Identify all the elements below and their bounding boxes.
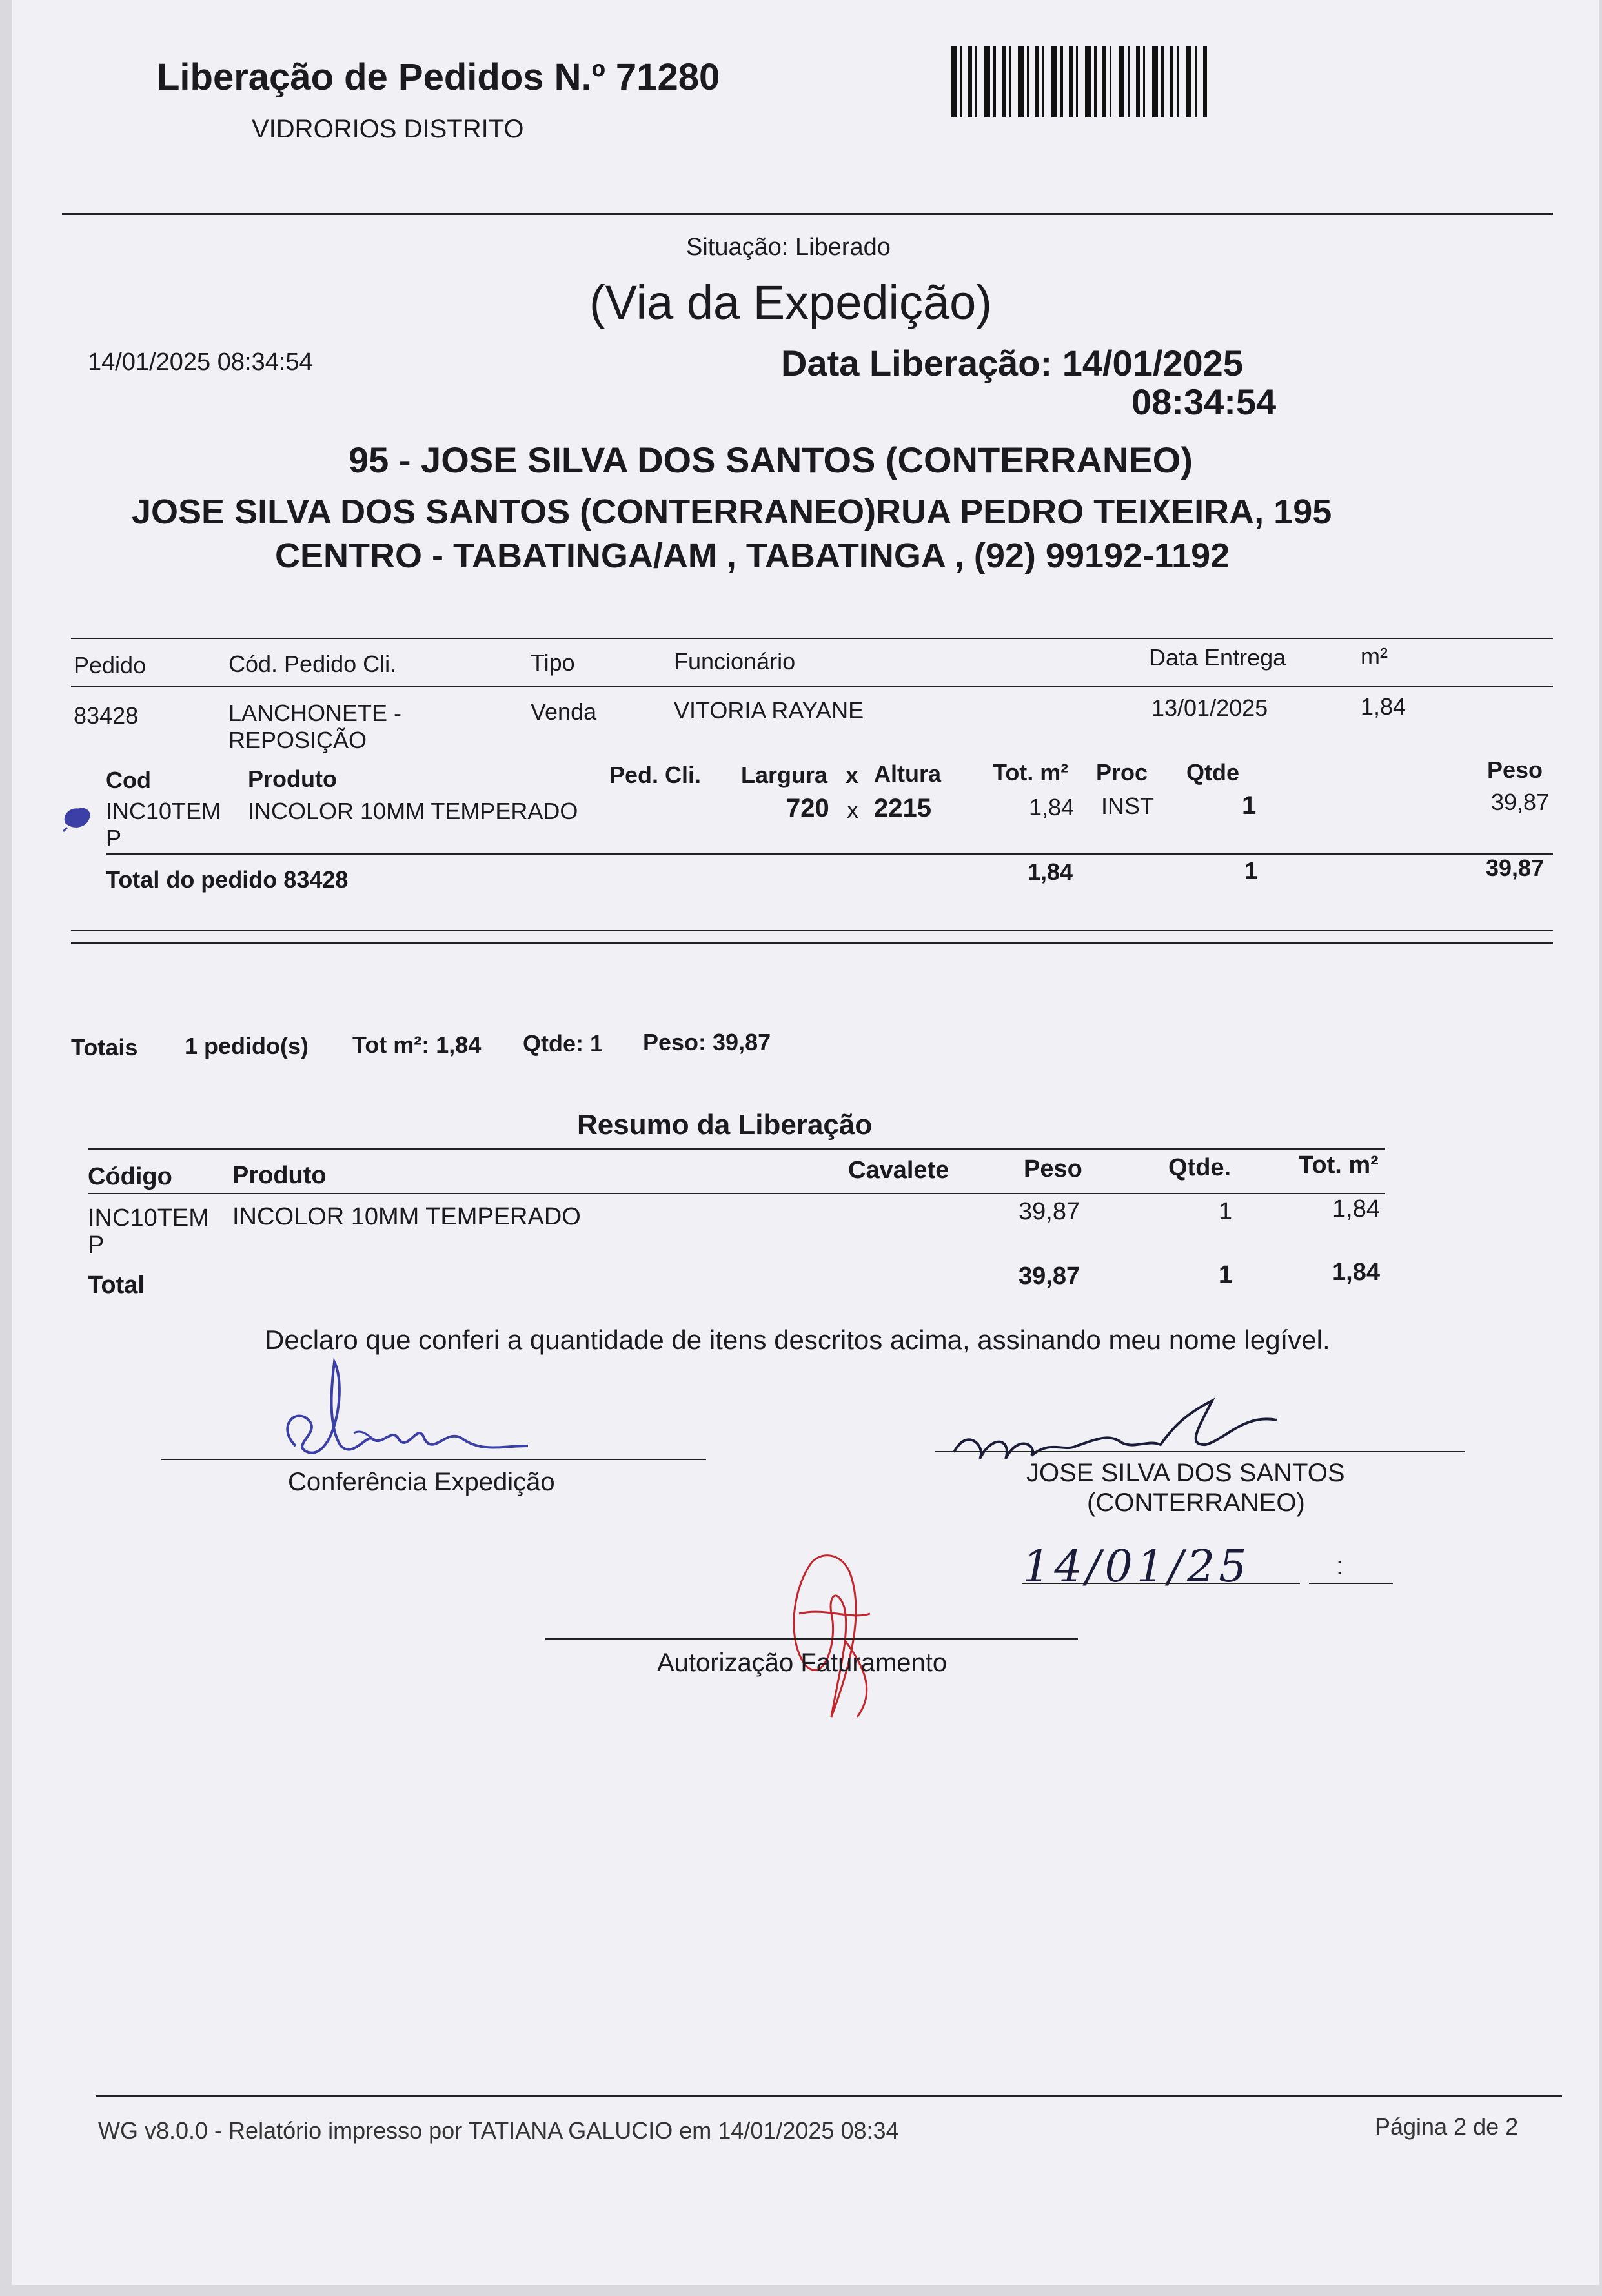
totals-label: Totais xyxy=(71,1034,138,1061)
summary-header-cavalete: Cavalete xyxy=(848,1157,949,1184)
summary-total-qtde: 1 xyxy=(1219,1261,1233,1288)
item-cod-line1: INC10TEM xyxy=(106,798,221,824)
item-header-peso: Peso xyxy=(1487,757,1543,783)
item-header-produto: Produto xyxy=(248,766,337,792)
item-header-cod: Cod xyxy=(106,767,151,793)
copy-type: (Via da Expedição) xyxy=(589,276,992,329)
footer-line xyxy=(96,2095,1562,2097)
item-proc: INST xyxy=(1101,793,1155,819)
item-header-tot-m2: Tot. m² xyxy=(993,759,1069,786)
order-total-qtde: 1 xyxy=(1244,857,1258,884)
order-section-end-line-2 xyxy=(71,942,1553,944)
item-cod-line2: P xyxy=(106,825,122,851)
col-header-data-entrega: Data Entrega xyxy=(1149,644,1286,671)
declaration-text: Declaro que conferi a quantidade de itens descritos acima, assinando meu nome legível. xyxy=(265,1325,1330,1355)
autorizacao-label: Autorização Faturamento xyxy=(657,1649,948,1677)
summary-produto: INCOLOR 10MM TEMPERADO xyxy=(232,1203,581,1230)
item-header-largura: Largura xyxy=(741,762,828,788)
ink-blot-mark xyxy=(62,803,94,831)
expedition-signature-line xyxy=(161,1459,706,1460)
col-header-tipo: Tipo xyxy=(531,649,575,676)
order-total-peso: 39,87 xyxy=(1486,855,1545,881)
col-header-funcionario: Funcionário xyxy=(674,648,796,675)
col-header-cod-pedido-cli: Cód. Pedido Cli. xyxy=(228,651,397,677)
totals-peso: Peso: 39,87 xyxy=(643,1029,771,1055)
date-underline xyxy=(1022,1583,1300,1584)
totals-qtde: Qtde: 1 xyxy=(523,1030,603,1057)
barcode xyxy=(951,46,1209,117)
summary-title: Resumo da Liberação xyxy=(577,1109,873,1141)
summary-peso: 39,87 xyxy=(1019,1198,1080,1225)
summary-header-codigo: Código xyxy=(88,1163,172,1190)
client-name-line2: (CONTERRANEO) xyxy=(1087,1488,1305,1517)
print-timestamp: 14/01/2025 08:34:54 xyxy=(88,349,313,376)
col-header-m2: m² xyxy=(1361,643,1388,669)
order-table-top-line xyxy=(71,638,1553,639)
time-blank: : xyxy=(1336,1552,1344,1580)
client-address-line1: JOSE SILVA DOS SANTOS (CONTERRANEO)RUA PEDRO TEIXEIRA, 195 xyxy=(132,493,1332,531)
summary-top-line xyxy=(88,1148,1385,1150)
items-total-line xyxy=(106,853,1553,855)
document-title: Liberação de Pedidos N.º 71280 xyxy=(157,56,720,98)
summary-header-qtde: Qtde. xyxy=(1168,1154,1232,1181)
summary-header-peso: Peso xyxy=(1024,1155,1082,1183)
document-page xyxy=(12,0,1599,2285)
summary-header-line xyxy=(88,1193,1385,1194)
summary-total-label: Total xyxy=(88,1272,145,1299)
header-divider xyxy=(62,213,1553,215)
item-header-ped-cli: Ped. Cli. xyxy=(609,762,702,788)
order-tipo: Venda xyxy=(531,698,597,725)
item-header-proc: Proc xyxy=(1096,759,1148,786)
totals-tot-m2: Tot m²: 1,84 xyxy=(352,1031,482,1058)
item-tot-m2: 1,84 xyxy=(1029,794,1075,820)
col-header-pedido: Pedido xyxy=(74,652,147,678)
item-header-qtde: Qtde xyxy=(1186,759,1240,786)
summary-tot-m2: 1,84 xyxy=(1332,1195,1380,1223)
time-underline xyxy=(1309,1583,1393,1584)
order-total-label: Total do pedido 83428 xyxy=(106,866,349,893)
client-address-line2: CENTRO - TABATINGA/AM , TABATINGA , (92) 99192-1192 xyxy=(275,536,1230,575)
order-funcionario: VITORIA RAYANE xyxy=(674,697,864,724)
order-cod-pedido-cli-line1: LANCHONETE - xyxy=(228,700,402,726)
client-signature-line xyxy=(935,1451,1465,1452)
summary-header-produto: Produto xyxy=(232,1162,327,1189)
item-altura: 2215 xyxy=(874,794,931,822)
item-largura: 720 xyxy=(786,794,829,822)
order-section-end-line xyxy=(71,930,1553,931)
billing-authorization-signature xyxy=(767,1536,896,1730)
order-table-header-line xyxy=(71,686,1553,687)
item-qtde: 1 xyxy=(1242,791,1257,820)
company-name: VIDRORIOS DISTRITO xyxy=(252,115,524,143)
release-time: 08:34:54 xyxy=(1131,381,1277,422)
client-name: 95 - JOSE SILVA DOS SANTOS (CONTERRANEO) xyxy=(349,440,1193,480)
item-x: x xyxy=(847,797,858,823)
order-data-entrega: 13/01/2025 xyxy=(1151,695,1268,721)
summary-codigo-line1: INC10TEM xyxy=(88,1204,209,1232)
client-name-line1: JOSE SILVA DOS SANTOS xyxy=(1026,1459,1345,1487)
order-m2: 1,84 xyxy=(1361,693,1406,720)
item-peso: 39,87 xyxy=(1491,789,1550,815)
order-pedido: 83428 xyxy=(74,702,139,729)
billing-authorization-line xyxy=(545,1638,1078,1640)
item-header-x: x xyxy=(846,762,859,788)
footer-page-number: Página 2 de 2 xyxy=(1375,2113,1519,2140)
summary-codigo-line2: P xyxy=(88,1232,105,1259)
conferencia-label: Conferência Expedição xyxy=(288,1468,555,1496)
item-header-altura: Altura xyxy=(874,760,942,787)
summary-header-tot-m2: Tot. m² xyxy=(1299,1152,1379,1179)
release-date: Data Liberação: 14/01/2025 xyxy=(781,343,1243,383)
footer-printed-by: WG v8.0.0 - Relatório impresso por TATIANA GALUCIO em 14/01/2025 08:34 xyxy=(98,2117,899,2144)
totals-pedidos: 1 pedido(s) xyxy=(185,1033,309,1059)
item-produto: INCOLOR 10MM TEMPERADO xyxy=(248,798,578,824)
handwritten-date: 14/01/25 xyxy=(1022,1541,1251,1592)
status-text: Situação: Liberado xyxy=(686,234,891,261)
summary-total-tot-m2: 1,84 xyxy=(1332,1259,1380,1286)
summary-qtde: 1 xyxy=(1219,1198,1233,1225)
order-cod-pedido-cli-line2: REPOSIÇÃO xyxy=(228,727,367,753)
order-total-m2: 1,84 xyxy=(1028,858,1073,885)
summary-total-peso: 39,87 xyxy=(1019,1263,1080,1290)
